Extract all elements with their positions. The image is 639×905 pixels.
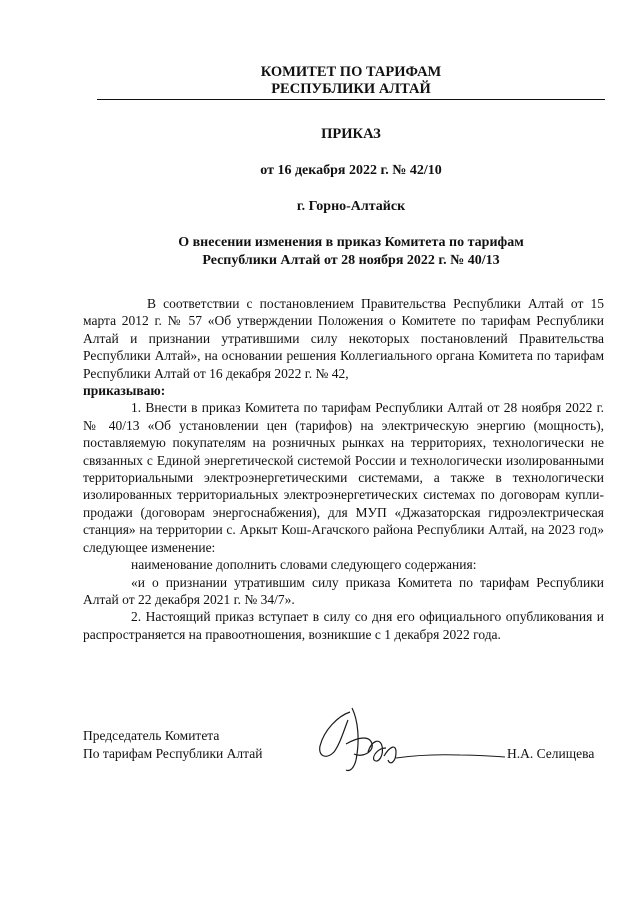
- order-subject-line1: О внесении изменения в приказ Комитета по тарифам: [178, 235, 524, 250]
- signatory-position-line1: Председатель Комитета: [83, 728, 220, 743]
- signatory-position-line2: По тарифам Республики Алтай: [83, 746, 263, 761]
- order-subject-line2: Республики Алтай от 28 ноября 2022 г. № 40/13: [202, 253, 500, 268]
- order-date-number: от 16 декабря 2022 г. № 42/10: [260, 163, 442, 178]
- committee-header: [97, 64, 605, 98]
- orders-paragraph: [83, 382, 604, 399]
- preamble-paragraph: В соответствии с постановлением Правительства Республики Алтай от 15 марта 2012 г. № 57 «Об утверждении Положения о Комитете по тарифам Республики Алтай и признании утратившими силу некоторых постановлений Правительства Республики Алтай», на основании решения Коллегиального органа Комитета по тарифам Республики Алтай от 16 декабря 2022 г. № 42,: [83, 296, 604, 381]
- signatory-position: [83, 727, 262, 763]
- item1-sub-paragraph: наименование дополнить словами следующего содержания:: [131, 557, 477, 573]
- item2-paragraph: 2. Настоящий приказ вступает в силу со дня его официального опубликования и распространяется на правоотношения, возникшие с 1 декабря 2022 года.: [83, 609, 604, 642]
- orders-word: приказываю:: [83, 383, 166, 399]
- item1-paragraph: 1. Внести в приказ Комитета по тарифам Республики Алтай от 28 ноября 2022 г. № 40/13 «Об установлении цен (тарифов) на электрическую энергию (мощность), поставляемую покупателям на розничных рынках на территориях, технологически не связанных с Единой энергетической системой России и технологически изолированными территориальными электроэнергетическими системами, а также в технологически изолированных территориальных электроэнергетических системах по договорам купли-продажи (договорам энергоснабжения), для МУП «Джазаторская гидроэлектрическая станция» на территории с. Аркыт Кош-Агачского района Республики Алтай, на 2023 год» следующее изменение:: [83, 400, 604, 555]
- order-title: ПРИКАЗ: [321, 126, 381, 142]
- header-divider: [97, 99, 605, 100]
- signatory-name: Н.А. Селищева: [507, 746, 595, 761]
- order-body: [83, 295, 604, 643]
- committee-name-line1: КОМИТЕТ ПО ТАРИФАМ: [260, 64, 442, 80]
- order-city: г. Горно-Алтайск: [296, 199, 406, 214]
- committee-name-line2: РЕСПУБЛИКИ АЛТАЙ: [271, 81, 431, 97]
- handwritten-signature: [310, 700, 510, 780]
- order-subject: [97, 234, 605, 270]
- item1-quote-paragraph: «и о признании утратившим силу приказа Комитета по тарифам Республики Алтай от 22 декабря 2021 г. № 34/7».: [83, 574, 604, 607]
